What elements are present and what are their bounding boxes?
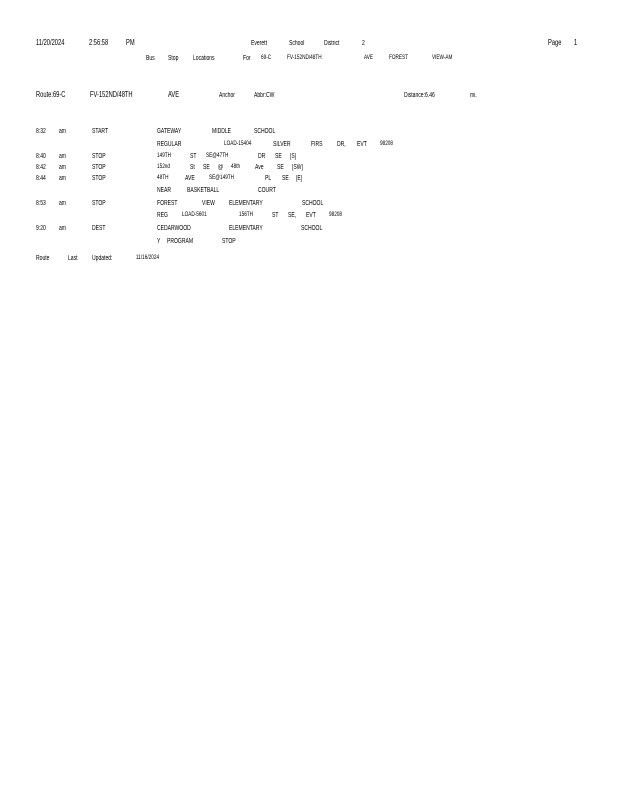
stop-word: [E] [296, 175, 303, 182]
stop-word: Y [157, 238, 161, 245]
stop-word: REG [157, 212, 168, 219]
page-number: 1 [574, 38, 578, 47]
stop-time: 8:42 [36, 164, 46, 171]
stop-word: SCHOOL [302, 200, 324, 207]
stop-word: COURT [258, 187, 276, 194]
stop-type: DEST [92, 225, 106, 232]
stop-word: ST [272, 212, 279, 219]
stop-word: SE@47TH [206, 152, 229, 159]
stop-word: DR, [337, 141, 346, 148]
stop-word: VIEW [202, 200, 215, 207]
stop-word: STOP [222, 238, 236, 245]
stop-time: 8:40 [36, 153, 46, 160]
subtitle-word: Locations [193, 55, 215, 62]
subtitle-word: 69-C [261, 54, 272, 61]
stop-word: SE@149TH [209, 174, 235, 181]
subtitle-word: Bus [146, 55, 155, 62]
stop-word: FIRS [311, 141, 323, 148]
stop-time: 8:53 [36, 200, 46, 207]
stop-word: SCHOOL [301, 225, 323, 232]
stop-word: BASKETBALL [187, 187, 220, 194]
stop-word: 48TH [157, 174, 169, 181]
stop-word: GATEWAY [157, 128, 182, 135]
district-word: Everett [251, 40, 267, 47]
stop-word: SCHOOL [254, 128, 276, 135]
stop-word: SE [282, 175, 289, 182]
district-word: 2 [362, 40, 365, 47]
stop-time: 8:32 [36, 128, 46, 135]
stop-word: PL [265, 175, 272, 182]
stop-word: 48th [231, 163, 241, 170]
stop-ampm: am [59, 128, 67, 135]
stop-word: St [190, 164, 195, 171]
stop-word: NEAR [157, 187, 172, 194]
stop-word: SE [277, 164, 284, 171]
stop-word: ELEMENTARY [229, 200, 263, 207]
stop-ampm: am [59, 153, 67, 160]
subtitle-word: AVE [364, 54, 374, 61]
stop-time: 8:44 [36, 175, 46, 182]
stop-word: LOAD-15404 [224, 140, 252, 147]
stop-word: AVE [185, 175, 195, 182]
stop-word: FOREST [157, 200, 178, 207]
subtitle-word: For [243, 55, 251, 62]
stop-word: LOAD-5601 [182, 211, 207, 218]
stop-word: 98208 [380, 140, 394, 147]
district-word: District [324, 40, 340, 47]
stop-type: STOP [92, 153, 106, 160]
stop-word: SE, [288, 212, 297, 219]
distance-label: Distance:6.46 [404, 92, 435, 99]
stop-word: MIDDLE [212, 128, 232, 135]
stop-word: @ [218, 164, 224, 171]
stop-time: 9:20 [36, 225, 46, 232]
report-date: 11/20/2024 [36, 38, 65, 47]
distance-unit: mi. [470, 92, 477, 99]
page-label: Page [548, 38, 562, 47]
stop-ampm: am [59, 200, 67, 207]
stop-word: 152nd [157, 163, 171, 170]
report-time: 2:56:58 [89, 38, 109, 47]
stop-word: Ave [255, 164, 264, 171]
stop-type: STOP [92, 200, 106, 207]
route-code: Route:69-C [36, 90, 66, 99]
stop-word: SE [275, 153, 282, 160]
stop-ampm: am [59, 164, 67, 171]
stop-word: 149TH [157, 152, 172, 159]
subtitle-word: FV-152ND/48TH [287, 54, 322, 61]
report-ampm: PM [126, 38, 135, 47]
anchor-label: Anchor [219, 92, 235, 99]
subtitle-word: FOREST [389, 54, 408, 61]
last-updated-date: 11/16/2024 [136, 254, 160, 261]
stop-word: [S] [290, 153, 297, 160]
stop-word: 98208 [329, 211, 343, 218]
abbr-label: Abbr:CW [254, 92, 275, 99]
district-word: School [289, 40, 305, 47]
stop-type: STOP [92, 164, 106, 171]
stop-word: EVT [357, 141, 367, 148]
footer-word: Last [68, 255, 78, 262]
stop-word: EVT [306, 212, 316, 219]
stop-word: ELEMENTARY [229, 225, 263, 232]
route-ave: AVE [168, 90, 180, 99]
stop-word: SE [203, 164, 210, 171]
stop-word: ST [190, 153, 197, 160]
stop-word: 156TH [239, 211, 254, 218]
stop-word: CEDARWOOD [157, 225, 191, 232]
stop-word: [SW] [292, 164, 303, 171]
stop-type: START [92, 128, 109, 135]
stop-word: REGULAR [157, 141, 182, 148]
footer-word: Updated: [92, 255, 113, 262]
route-name: FV-152ND/48TH [90, 90, 133, 99]
subtitle-word: Stop [168, 55, 179, 62]
stop-word: SILVER [273, 141, 291, 148]
stop-word: PROGRAM [167, 238, 194, 245]
stop-word: DR [258, 153, 266, 160]
footer-word: Route [36, 255, 50, 262]
stop-ampm: am [59, 175, 67, 182]
stop-type: STOP [92, 175, 106, 182]
stop-ampm: am [59, 225, 67, 232]
subtitle-word: VIEW-AM [432, 54, 453, 61]
